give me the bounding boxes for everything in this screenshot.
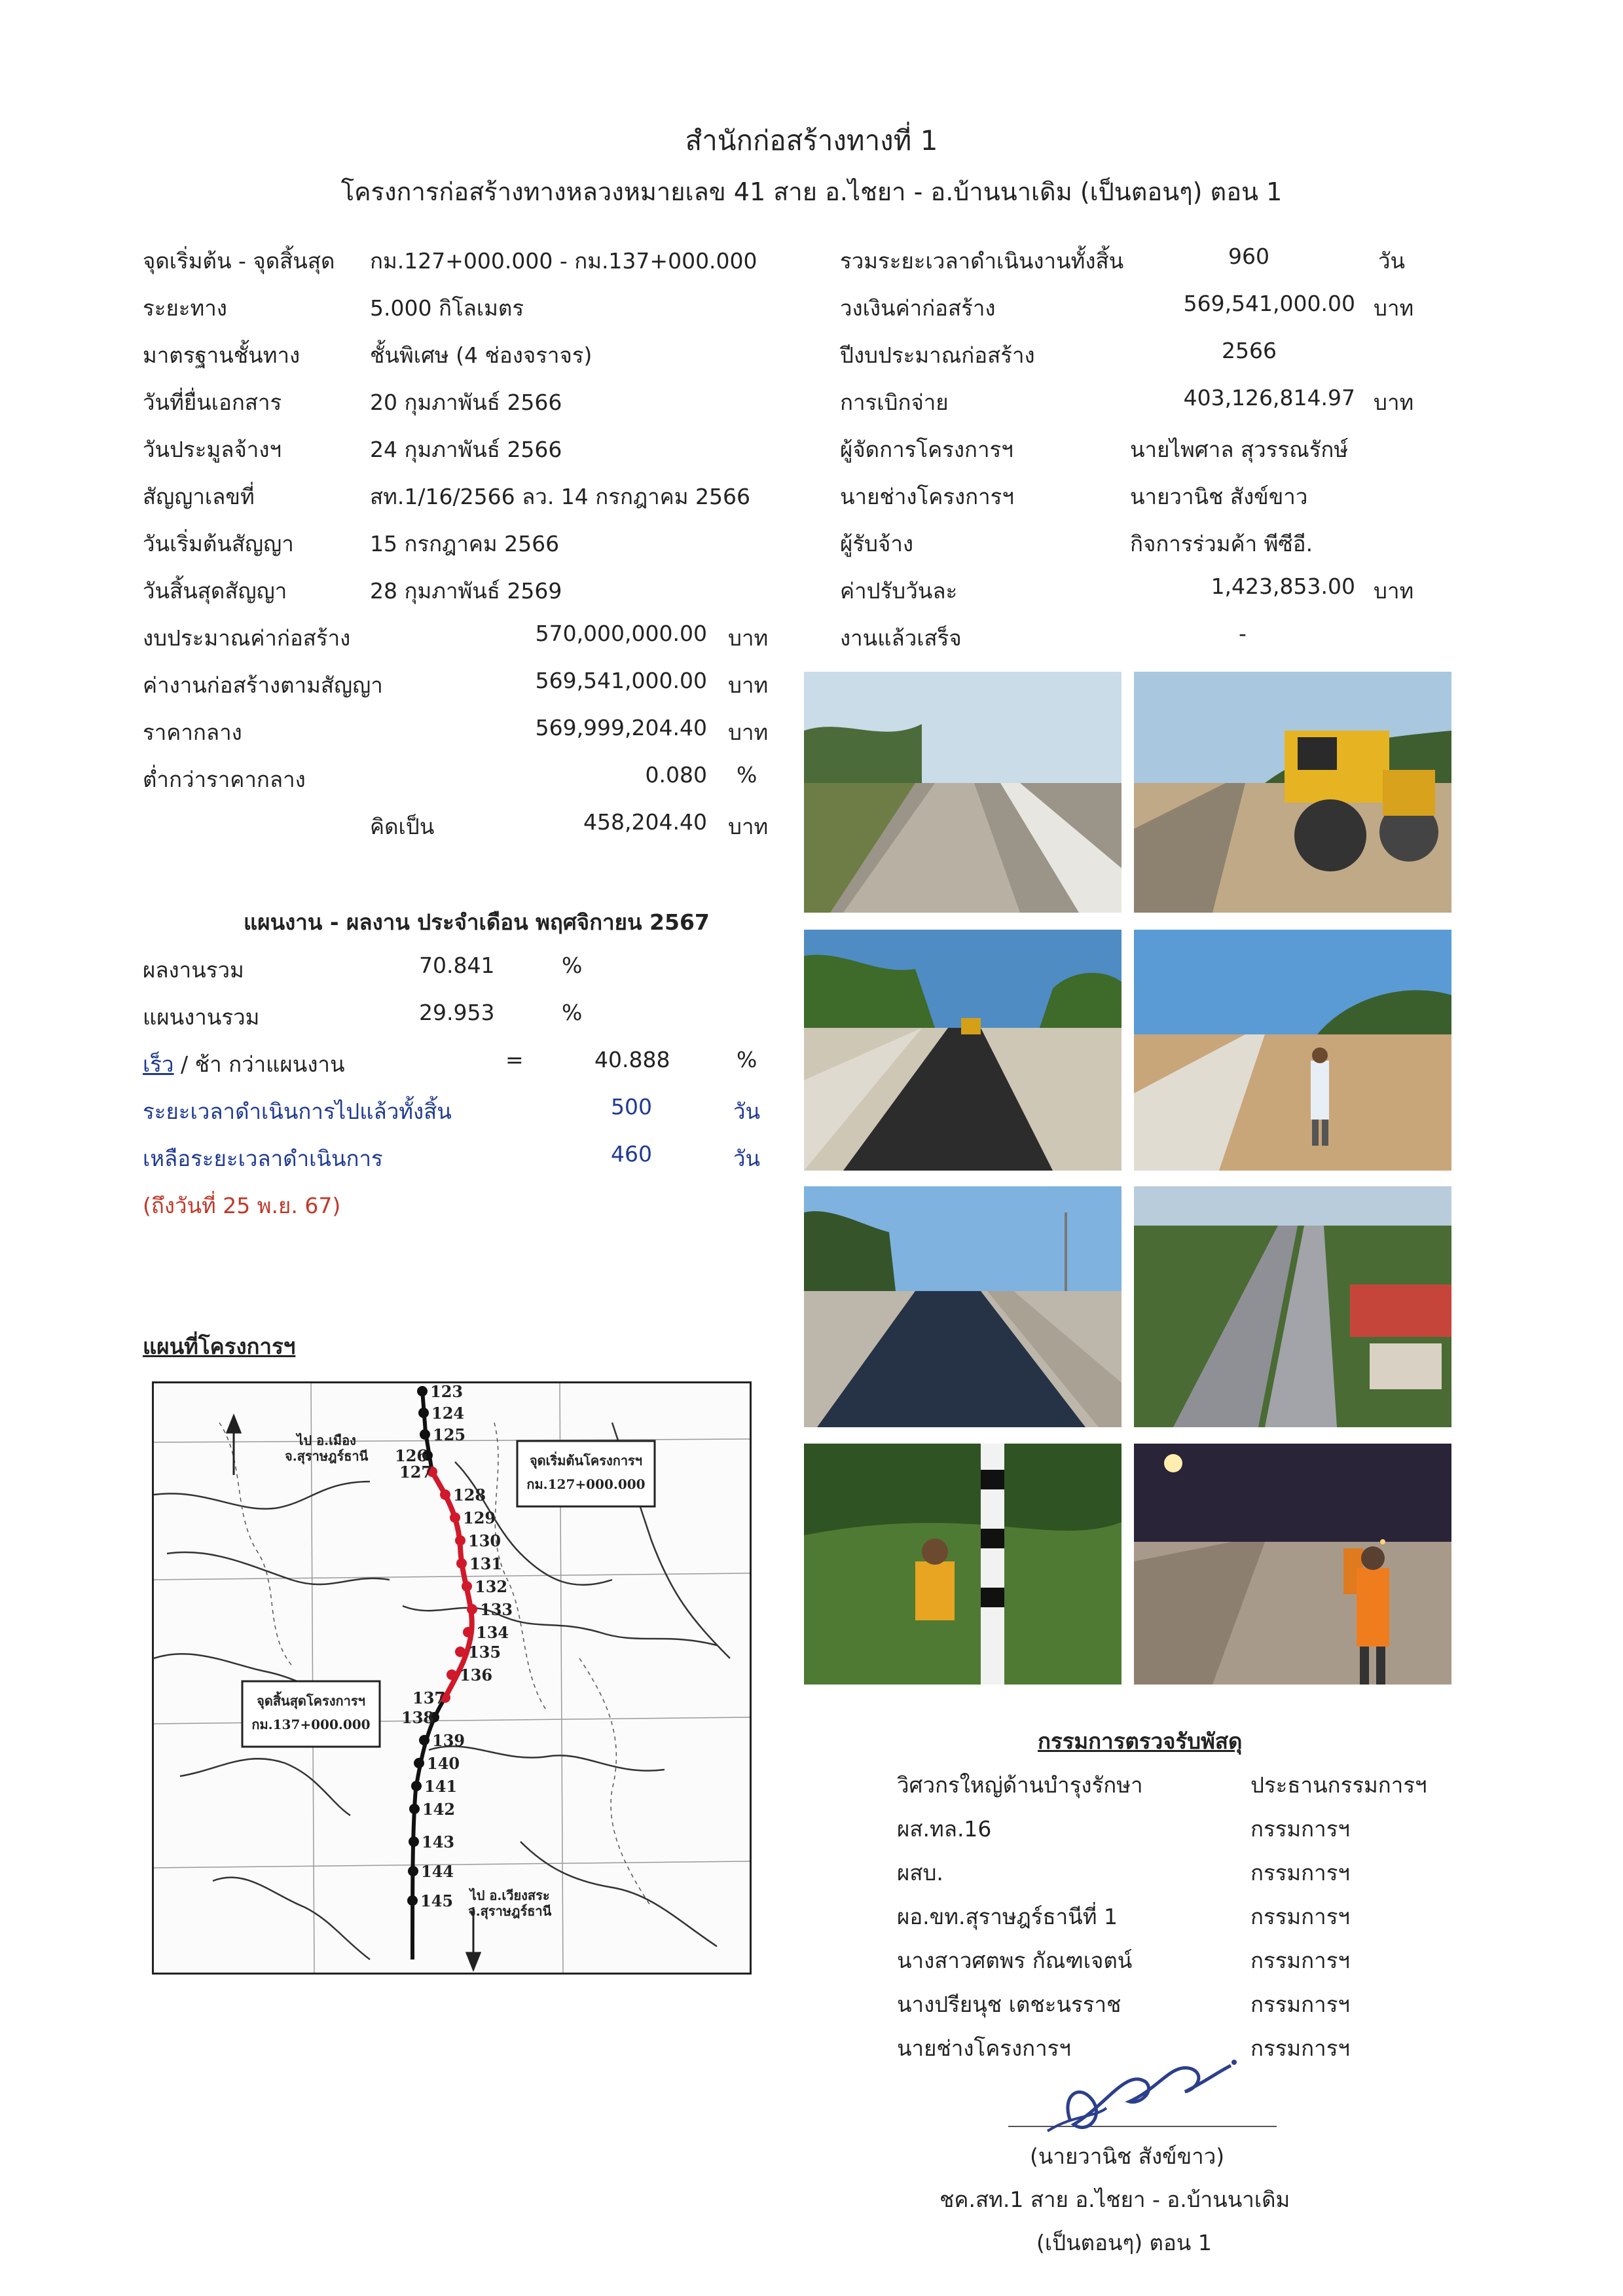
km-marker <box>419 1735 429 1745</box>
km-marker <box>462 1581 472 1592</box>
info-value: นายไพศาล สุวรรณรักษ์ <box>1130 437 1349 462</box>
committee-member-role: ประธานกรรมการฯ <box>1250 1772 1427 1798</box>
info-value: 5.000 กิโลเมตร <box>370 295 524 321</box>
diff-value: 40.888 <box>594 1047 670 1072</box>
km-label: 137 <box>412 1688 446 1707</box>
budget-label: คิดเป็น <box>370 814 435 839</box>
info-label: ผู้จัดการโครงการฯ <box>840 437 1013 462</box>
info-value: 960 <box>1228 244 1269 269</box>
km-label: 131 <box>469 1554 503 1573</box>
info-unit: บาท <box>1374 390 1414 415</box>
km-label: 130 <box>468 1531 501 1550</box>
to-city-top-line1: ไป อ.เมือง <box>297 1432 356 1448</box>
office-title: สำนักก่อสร้างทางที่ 1 <box>685 124 938 156</box>
info-value: 20 กุมภาพันธ์ 2566 <box>370 390 562 415</box>
km-label: 139 <box>432 1731 465 1750</box>
info-label: วันสิ้นสุดสัญญา <box>143 578 287 604</box>
budget-unit: บาท <box>728 720 769 745</box>
end-box-text <box>242 1689 380 1736</box>
km-marker <box>467 1604 477 1614</box>
committee-member-name: ผสบ. <box>897 1860 943 1886</box>
start-box-line1: จุดเริ่มต้นโครงการฯ <box>529 1453 643 1468</box>
km-marker <box>420 1429 430 1440</box>
budget-value: 458,204.40 <box>583 809 707 835</box>
budget-label: ค่างานก่อสร้างตามสัญญา <box>143 672 383 698</box>
info-value: กม.127+000.000 - กม.137+000.000 <box>370 248 757 274</box>
signature-name: (นายวานิช สังข์ขาว) <box>1030 2143 1225 2169</box>
end-box-line1: จุดสิ้นสุดโครงการฯ <box>257 1693 365 1709</box>
info-label: วันเริ่มต้นสัญญา <box>143 531 294 556</box>
photo-field-measurement <box>804 1444 1122 1685</box>
plan-unit: % <box>562 1000 583 1025</box>
info-value: กิจการร่วมค้า พีซีอี. <box>1130 531 1313 556</box>
km-marker <box>407 1895 418 1906</box>
plan-value: 29.953 <box>419 1000 495 1025</box>
project-title: โครงการก่อสร้างทางหลวงหมายเลข 41 สาย อ.ไชยา - อ.บ้านนาเดิม (เป็นตอนๆ) ตอน 1 <box>340 177 1283 206</box>
km-marker <box>414 1758 424 1768</box>
info-label: ปีงบประมาณก่อสร้าง <box>840 342 1035 368</box>
budget-value: 569,541,000.00 <box>535 668 707 693</box>
info-value: 1,423,853.00 <box>1211 574 1355 599</box>
km-label: 133 <box>480 1600 513 1619</box>
budget-unit: บาท <box>728 625 769 651</box>
photo-night-inspection <box>1134 1444 1451 1685</box>
signature-position: ชค.สท.1 สาย อ.ไชยา - อ.บ้านนาเดิม <box>939 2187 1290 2212</box>
km-label: 142 <box>422 1800 456 1819</box>
photo-asphalt-paving <box>804 930 1122 1171</box>
diff-unit: % <box>737 1047 757 1072</box>
budget-unit: % <box>737 762 757 788</box>
info-value: นายวานิช สังข์ขาว <box>1130 484 1308 509</box>
actual-unit: % <box>562 953 583 978</box>
km-label: 135 <box>468 1643 501 1662</box>
committee-member-name: นางสาวศตพร กัณฑเจตน์ <box>897 1948 1133 1973</box>
budget-label: ต่ำกว่าราคากลาง <box>143 767 306 792</box>
info-unit: บาท <box>1374 295 1414 321</box>
photo-finished-asphalt <box>804 1186 1122 1427</box>
info-label: ผู้รับจ้าง <box>840 531 913 556</box>
slow-label: ช้า <box>194 1051 222 1077</box>
info-label: ระยะทาง <box>143 295 227 321</box>
photo-roller-compactor <box>1134 672 1451 913</box>
km-label: 132 <box>475 1577 508 1596</box>
committee-member-role: กรรมการฯ <box>1250 1816 1350 1842</box>
remain-unit: วัน <box>733 1146 761 1171</box>
km-marker <box>440 1489 450 1500</box>
info-label: จุดเริ่มต้น - จุดสิ้นสุด <box>143 248 335 274</box>
km-label: 123 <box>430 1382 464 1401</box>
committee-member-role: กรรมการฯ <box>1250 1948 1350 1973</box>
start-box-text <box>517 1449 655 1496</box>
committee-member-name: นายช่างโครงการฯ <box>897 2035 1071 2061</box>
km-label: 124 <box>431 1404 465 1423</box>
remain-label: เหลือระยะเวลาดำเนินการ <box>143 1146 383 1171</box>
end-box-line2: กม.137+000.000 <box>251 1717 371 1732</box>
committee-member-name: วิศวกรใหญ่ด้านบำรุงรักษา <box>897 1772 1143 1798</box>
info-label: นายช่างโครงการฯ <box>840 484 1014 509</box>
info-value: 403,126,814.97 <box>1183 385 1355 410</box>
km-marker <box>456 1558 467 1569</box>
committee-member-name: นางปรียนุช เตชะนรราช <box>897 1992 1122 2017</box>
signature-section: (เป็นตอนๆ) ตอน 1 <box>1036 2230 1212 2255</box>
to-city-bottom <box>468 1887 551 1919</box>
info-value: 28 กุมภาพันธ์ 2569 <box>370 578 562 604</box>
km-marker <box>411 1781 422 1791</box>
info-value: 569,541,000.00 <box>1183 291 1355 316</box>
plan-label: แผนงานรวม <box>143 1004 260 1030</box>
actual-value: 70.841 <box>419 953 495 978</box>
km-label: 141 <box>424 1777 458 1796</box>
info-label: ค่าปรับวันละ <box>840 578 958 604</box>
km-marker <box>450 1512 460 1523</box>
km-label: 144 <box>421 1862 454 1881</box>
km-label: 145 <box>420 1891 454 1910</box>
km-label: 127 <box>399 1463 433 1482</box>
to-city-bottom-line1: ไป อ.เวียงสระ <box>469 1887 550 1903</box>
photo-survey-worker <box>1134 930 1451 1171</box>
info-label: วันที่ยื่นเอกสาร <box>143 390 282 415</box>
info-label: งานแล้วเสร็จ <box>840 625 962 651</box>
budget-unit: บาท <box>728 672 769 698</box>
km-label: 126 <box>395 1446 428 1465</box>
info-value: 24 กุมภาพันธ์ 2566 <box>370 437 562 462</box>
km-marker <box>409 1836 419 1847</box>
elapsed-label: ระยะเวลาดำเนินการไปแล้วทั้งสิ้น <box>143 1099 452 1124</box>
progress-title: แผนงาน - ผลงาน ประจำเดือน พฤศจิกายน 2567 <box>244 909 710 935</box>
signature-mark <box>1008 2043 1283 2141</box>
km-label: 136 <box>460 1666 493 1685</box>
km-label: 128 <box>453 1485 486 1504</box>
budget-label: ราคากลาง <box>143 720 242 745</box>
km-label: 129 <box>463 1508 496 1527</box>
to-city-top <box>285 1432 368 1464</box>
committee-member-role: กรรมการฯ <box>1250 2035 1350 2061</box>
info-label: รวมระยะเวลาดำเนินงานทั้งสิ้น <box>840 248 1124 274</box>
km-marker <box>455 1647 465 1657</box>
info-value: 15 กรกฎาคม 2566 <box>370 531 560 556</box>
fast-label: เร็ว <box>143 1051 174 1077</box>
km-label: 125 <box>433 1425 466 1444</box>
fast-slow-row <box>143 1047 345 1082</box>
km-marker <box>447 1669 457 1680</box>
info-value: ชั้นพิเศษ (4 ช่องจราจร) <box>370 342 593 368</box>
elapsed-value: 500 <box>611 1094 652 1120</box>
km-label: 140 <box>427 1754 460 1773</box>
committee-member-role: กรรมการฯ <box>1250 1992 1350 2017</box>
to-city-top-line2: จ.สุราษฎร์ธานี <box>285 1448 369 1464</box>
start-box-line2: กม.127+000.000 <box>526 1476 646 1492</box>
project-map <box>152 1381 752 1975</box>
vs-plan-label: กว่าแผนงาน <box>228 1051 345 1077</box>
km-marker <box>408 1866 418 1876</box>
budget-unit: บาท <box>728 814 769 839</box>
photo-road-base-1 <box>804 672 1122 913</box>
actual-label: ผลงานรวม <box>143 957 244 983</box>
committee-member-role: กรรมการฯ <box>1250 1860 1350 1886</box>
budget-value: 570,000,000.00 <box>535 621 707 646</box>
info-label: สัญญาเลขที่ <box>143 484 255 509</box>
equals-sign: = <box>505 1047 524 1072</box>
info-value: 2566 <box>1222 338 1277 363</box>
km-label: 138 <box>401 1708 435 1727</box>
map-drawing <box>154 1383 750 1973</box>
info-unit: วัน <box>1378 248 1406 274</box>
committee-member-role: กรรมการฯ <box>1250 1904 1350 1929</box>
as-of-date: (ถึงวันที่ 25 พ.ย. 67) <box>143 1193 341 1218</box>
map-title: แผนที่โครงการฯ <box>143 1334 296 1359</box>
km-marker <box>409 1804 420 1814</box>
info-unit: บาท <box>1374 578 1414 604</box>
info-label: วงเงินค่าก่อสร้าง <box>840 295 996 321</box>
km-marker <box>418 1408 429 1418</box>
elapsed-unit: วัน <box>733 1099 761 1124</box>
committee-title: กรรมการตรวจรับพัสดุ <box>1038 1728 1243 1754</box>
km-label: 143 <box>422 1832 455 1851</box>
info-value: - <box>1239 621 1247 646</box>
km-label: 134 <box>476 1623 509 1642</box>
committee-member-name: ผอ.ขท.สุราษฎร์ธานีที่ 1 <box>897 1904 1118 1929</box>
committee-member-name: ผส.ทล.16 <box>897 1816 992 1842</box>
info-label: วันประมูลจ้างฯ <box>143 437 282 462</box>
info-value: สท.1/16/2566 ลว. 14 กรกฎาคม 2566 <box>370 484 750 509</box>
info-label: มาตรฐานชั้นทาง <box>143 342 301 368</box>
budget-value: 0.080 <box>645 762 707 788</box>
photo-aerial-view <box>1134 1186 1451 1427</box>
budget-value: 569,999,204.40 <box>535 715 707 740</box>
km-marker <box>463 1627 473 1637</box>
km-marker <box>455 1535 465 1546</box>
slash: / <box>181 1051 189 1077</box>
budget-label: งบประมาณค่าก่อสร้าง <box>143 625 351 651</box>
info-label: การเบิกจ่าย <box>840 390 949 415</box>
remain-value: 460 <box>611 1141 652 1167</box>
to-city-bottom-line2: จ.สุราษฎร์ธานี <box>468 1903 552 1919</box>
km-marker <box>417 1386 428 1396</box>
